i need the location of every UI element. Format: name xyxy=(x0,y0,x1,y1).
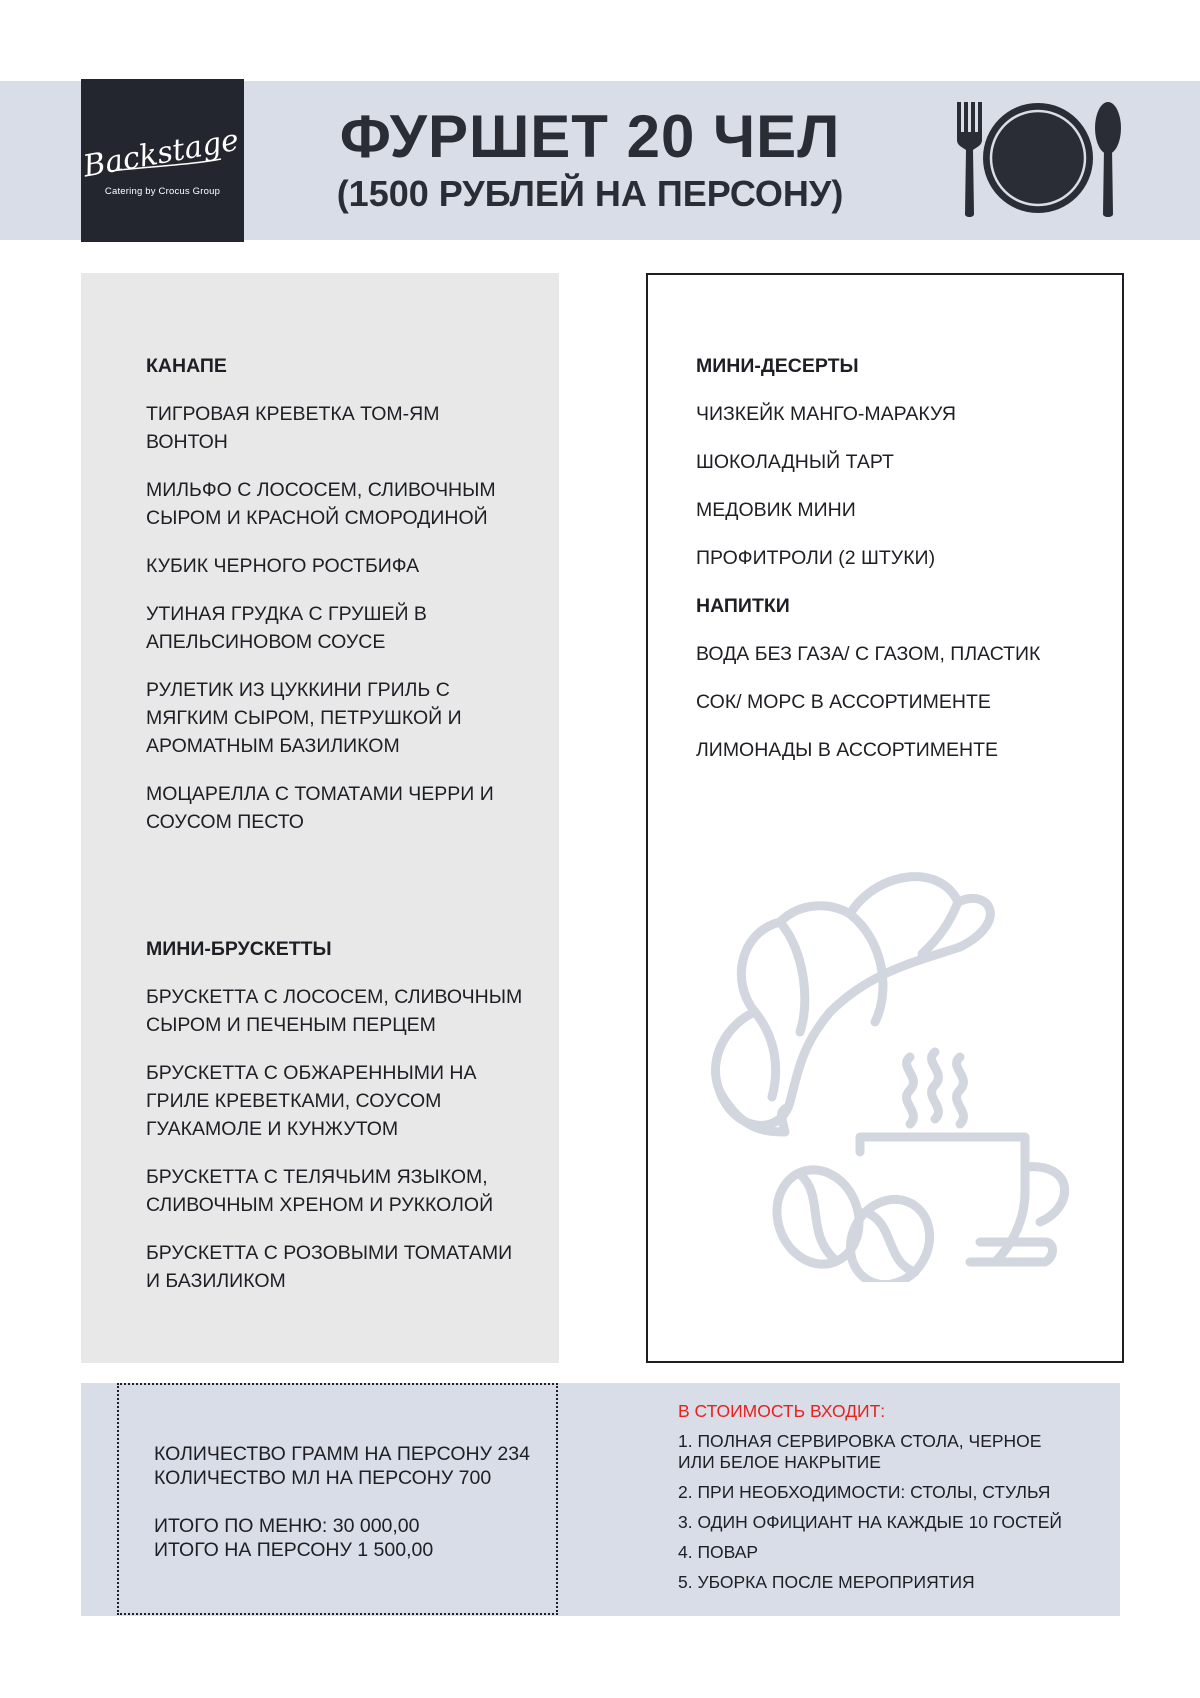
section-title: КАНАПЕ xyxy=(146,355,227,377)
includes-title: В СТОИМОСТЬ ВХОДИТ: xyxy=(678,1401,886,1421)
backstage-logo-icon xyxy=(81,79,244,242)
plate-fork-spoon-icon xyxy=(950,100,1125,220)
menu-item: ЧИЗКЕЙК МАНГО-МАРАКУЯ xyxy=(696,403,956,425)
menu-item: БРУСКЕТТА С ЛОСОСЕМ, СЛИВОЧНЫМ СЫРОМ И ПЕЧЕНЫМ ПЕРЦЕМ xyxy=(146,986,523,1036)
menu-item: МИЛЬФО С ЛОСОСЕМ, СЛИВОЧНЫМ СЫРОМ И КРАСНОЙ СМОРОДИНОЙ xyxy=(146,479,496,529)
total-menu: ИТОГО ПО МЕНЮ: 30 000,00 xyxy=(154,1515,420,1537)
totals-text xyxy=(154,1442,554,1562)
menu-item: МОЦАРЕЛЛА С ТОМАТАМИ ЧЕРРИ И СОУСОМ ПЕСТО xyxy=(146,783,494,833)
menu-item: СОК/ МОРС В АССОРТИМЕНТЕ xyxy=(696,691,991,713)
includes-item: 1. ПОЛНАЯ СЕРВИРОВКА СТОЛА, ЧЕРНОЕ ИЛИ БЕЛОЕ НАКРЫТИЕ xyxy=(678,1431,1042,1472)
total-per-person: ИТОГО НА ПЕРСОНУ 1 500,00 xyxy=(154,1539,434,1561)
logo xyxy=(81,79,244,242)
canape-section xyxy=(146,352,526,856)
menu-item: ТИГРОВАЯ КРЕВЕТКА ТОМ-ЯМ ВОНТОН xyxy=(146,403,440,453)
menu-item: БРУСКЕТТА С ОБЖАРЕННЫМИ НА ГРИЛЕ КРЕВЕТКАМИ, СОУСОМ ГУАКАМОЛЕ И КУНЖУТОМ xyxy=(146,1062,477,1140)
menu-item: ЛИМОНАДЫ В АССОРТИМЕНТЕ xyxy=(696,739,999,761)
includes-item: 2. ПРИ НЕОБХОДИМОСТИ: СТОЛЫ, СТУЛЬЯ xyxy=(678,1482,1051,1502)
section-title: МИНИ-БРУСКЕТТЫ xyxy=(146,938,332,960)
menu-item: УТИНАЯ ГРУДКА С ГРУШЕЙ В АПЕЛЬСИНОВОМ СОУСЕ xyxy=(146,603,427,653)
includes-item: 3. ОДИН ОФИЦИАНТ НА КАЖДЫЕ 10 ГОСТЕЙ xyxy=(678,1512,1063,1532)
bruschetta-section xyxy=(146,935,526,1315)
page-title: ФУРШЕТ 20 ЧЕЛ xyxy=(339,103,841,170)
logo-subtitle: Catering by Crocus Group xyxy=(104,186,221,197)
croissant-coffee-icon xyxy=(700,862,1080,1282)
desserts-drinks-section xyxy=(696,352,1096,784)
section-title: МИНИ-ДЕСЕРТЫ xyxy=(696,355,859,377)
menu-item: БРУСКЕТТА С ТЕЛЯЧЬИМ ЯЗЫКОМ, СЛИВОЧНЫМ ХРЕНОМ И РУККОЛОЙ xyxy=(146,1166,494,1216)
menu-item: БРУСКЕТТА С РОЗОВЫМИ ТОМАТАМИ И БАЗИЛИКОМ xyxy=(146,1242,513,1292)
logo-wordmark: Backstage xyxy=(81,122,242,185)
includes-list xyxy=(678,1401,1098,1602)
menu-item: ВОДА БЕЗ ГАЗА/ С ГАЗОМ, ПЛАСТИК xyxy=(696,643,1041,665)
includes-item: 5. УБОРКА ПОСЛЕ МЕРОПРИЯТИЯ xyxy=(678,1572,975,1592)
menu-item: ШОКОЛАДНЫЙ ТАРТ xyxy=(696,451,894,473)
menu-item: МЕДОВИК МИНИ xyxy=(696,499,856,521)
menu-item: ПРОФИТРОЛИ (2 ШТУКИ) xyxy=(696,547,936,569)
menu-item: РУЛЕТИК ИЗ ЦУККИНИ ГРИЛЬ С МЯГКИМ СЫРОМ, ПЕТРУШКОЙ И АРОМАТНЫМ БАЗИЛИКОМ xyxy=(146,679,462,757)
menu-item: КУБИК ЧЕРНОГО РОСТБИФА xyxy=(146,555,420,577)
grams-per-person: КОЛИЧЕСТВО ГРАММ НА ПЕРСОНУ 234 xyxy=(154,1443,530,1465)
includes-item: 4. ПОВАР xyxy=(678,1542,759,1562)
ml-per-person: КОЛИЧЕСТВО МЛ НА ПЕРСОНУ 700 xyxy=(154,1467,492,1489)
page-subtitle: (1500 РУБЛЕЙ НА ПЕРСОНУ) xyxy=(336,173,844,214)
section-title: НАПИТКИ xyxy=(696,595,790,617)
